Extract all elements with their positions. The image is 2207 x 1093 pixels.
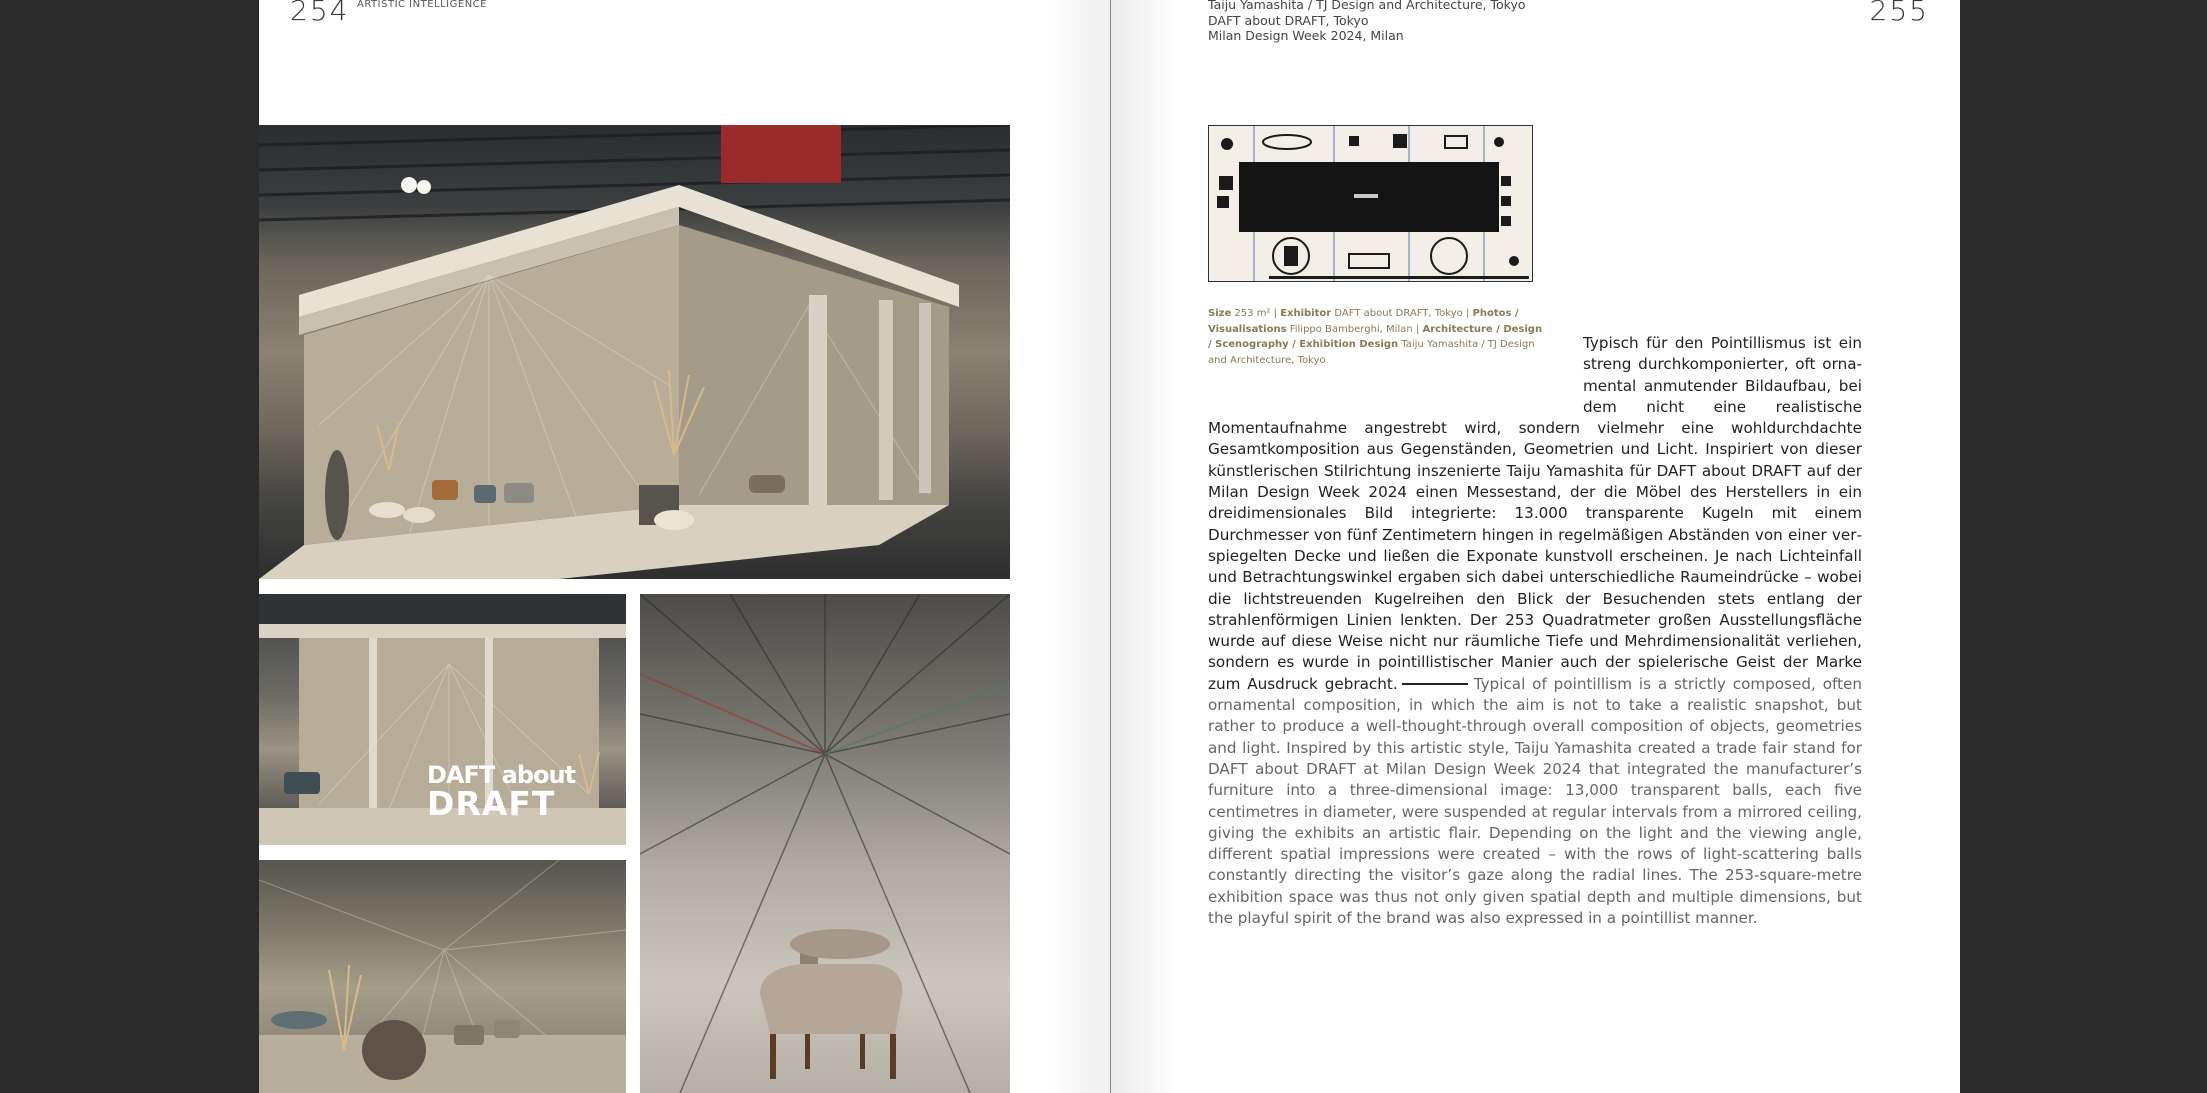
brand-logo-line-2: DRAFT bbox=[427, 784, 556, 823]
main-booth-photo bbox=[259, 125, 1010, 579]
left-page bbox=[259, 0, 1110, 1093]
caption-size-label: Size bbox=[1208, 308, 1232, 319]
page-number: 255 bbox=[1869, 0, 1929, 27]
language-separator-dash bbox=[1402, 683, 1468, 685]
credit-line-architect: Taiju Yamashita / TJ Design and Architecture, Tokyo bbox=[1208, 0, 1526, 12]
caption-photos-value: Filippo Bamberghi, Milan bbox=[1289, 323, 1413, 335]
body-text-english: Typical of pointillism is a strictly composed, often ornamental composition, in which the aim is not to take a realistic snapshot, but rather to produce a well-thought-through overall composition of objects, geometries and light. Inspired by this artistic style, Taiju Yamashita created a trade fair stand for DAFT about DRAFT at Milan Design Week 2024 that integrated the manufacturer’s furniture into a three-dimensional image: 13,000 transparent balls, each five centimetres in diameter, were suspended at regular intervals from a mirrored ceiling, giving the exhibits an artistic flair. Depending on the light and the viewing angle, different spatial impressions were created – with the rows of light-scattering balls constantly directing the visitor’s gaze along the radial lines. The 253-square-metre exhibition space was thus not only given spatial depth and multiple dimensions, but the playful spirit of the brand was also expressed in a pointillist manner. bbox=[1208, 674, 1862, 928]
caption-photos-label: Photos / Visualisations bbox=[1208, 308, 1519, 335]
caption-float-spacer bbox=[1208, 333, 1583, 397]
gutter-shadow bbox=[1040, 0, 1110, 1093]
page-number: 254 bbox=[290, 0, 350, 27]
caption-size-value: 253 m² bbox=[1234, 308, 1271, 319]
floor-plan-svg bbox=[1209, 126, 1532, 281]
caption-separator: | bbox=[1465, 308, 1470, 319]
body-text-german: Typisch für den Pointillismus ist ein streng durchkomponierter, oft ornamental anmutender Bildaufbau, bei dem nicht eine realistische Momentaufnahme angestrebt wird, sondern vielmehr eine wohldurchdachte Gesamtkomposition aus Gegenständen, Geometrien und Licht. Inspiriert von dieser künstlerischen Stilrichtung inszenierte Taiju Yamashita für DAFT about DRAFT auf der Milan Design Week 2024 einen Messestand, der die Möbel des Herstellers in ein dreidimensionales Bild integrierte: 13.000 transparente Kugeln mit einem Durchmesser von fünf Zentimetern hingen in regelmäßigen Abständen von einer verspiegelten Decke und ließen die Exponate kunstvoll erscheinen. Je nach Lichteinfall und Betrachtungswinkel ergaben sich dabei unterschiedliche Raumeindrücke – wobei die lichtstreuenden Kugelreihen den Blick der Besuchenden stets entlang der strahlenförmigen Linien lenkten. Der 253 Quadratmeter großen Ausstellungsfläche wurde auf diese Weise nicht nur räumliche Tiefe und Mehrdimensionalität verliehen, sondern es wurde in pointillistischer Manier auch der spielerische Geist der Marke zum Ausdruck gebracht. bbox=[1208, 334, 1862, 693]
right-page bbox=[1110, 0, 1960, 1093]
caption-architecture-value: Taiju Yamashita / TJ Design and Architecture, Tokyo bbox=[1208, 339, 1535, 366]
caption-exhibitor-label: Exhibitor bbox=[1280, 308, 1332, 319]
gutter-shadow bbox=[1111, 0, 1181, 1093]
credit-line-client: DAFT about DRAFT, Tokyo bbox=[1208, 12, 1369, 28]
chair-detail-illustration bbox=[640, 594, 1010, 1093]
project-credits-header bbox=[1208, 0, 1526, 44]
booth-front-photo bbox=[259, 594, 626, 845]
caption-architecture-label: Architecture / Design / Scenography / Exhibition Design bbox=[1208, 323, 1543, 350]
caption-exhibitor-value: DAFT about DRAFT, Tokyo bbox=[1334, 308, 1463, 319]
booth-interior-photo bbox=[259, 860, 626, 1093]
brand-logo-line-1: DAFT about bbox=[427, 761, 576, 789]
caption-separator: | bbox=[1415, 323, 1420, 335]
chair-detail-photo bbox=[640, 594, 1010, 1093]
caption-separator: | bbox=[1273, 308, 1277, 319]
booth-interior-illustration bbox=[259, 860, 626, 1093]
brand-logo bbox=[427, 761, 576, 823]
running-head: ARTISTIC INTELLIGENCE bbox=[357, 0, 487, 10]
floor-plan-drawing bbox=[1208, 125, 1533, 282]
main-booth-illustration bbox=[259, 125, 1010, 579]
article-body bbox=[1208, 333, 1862, 929]
credit-line-event: Milan Design Week 2024, Milan bbox=[1208, 28, 1404, 43]
